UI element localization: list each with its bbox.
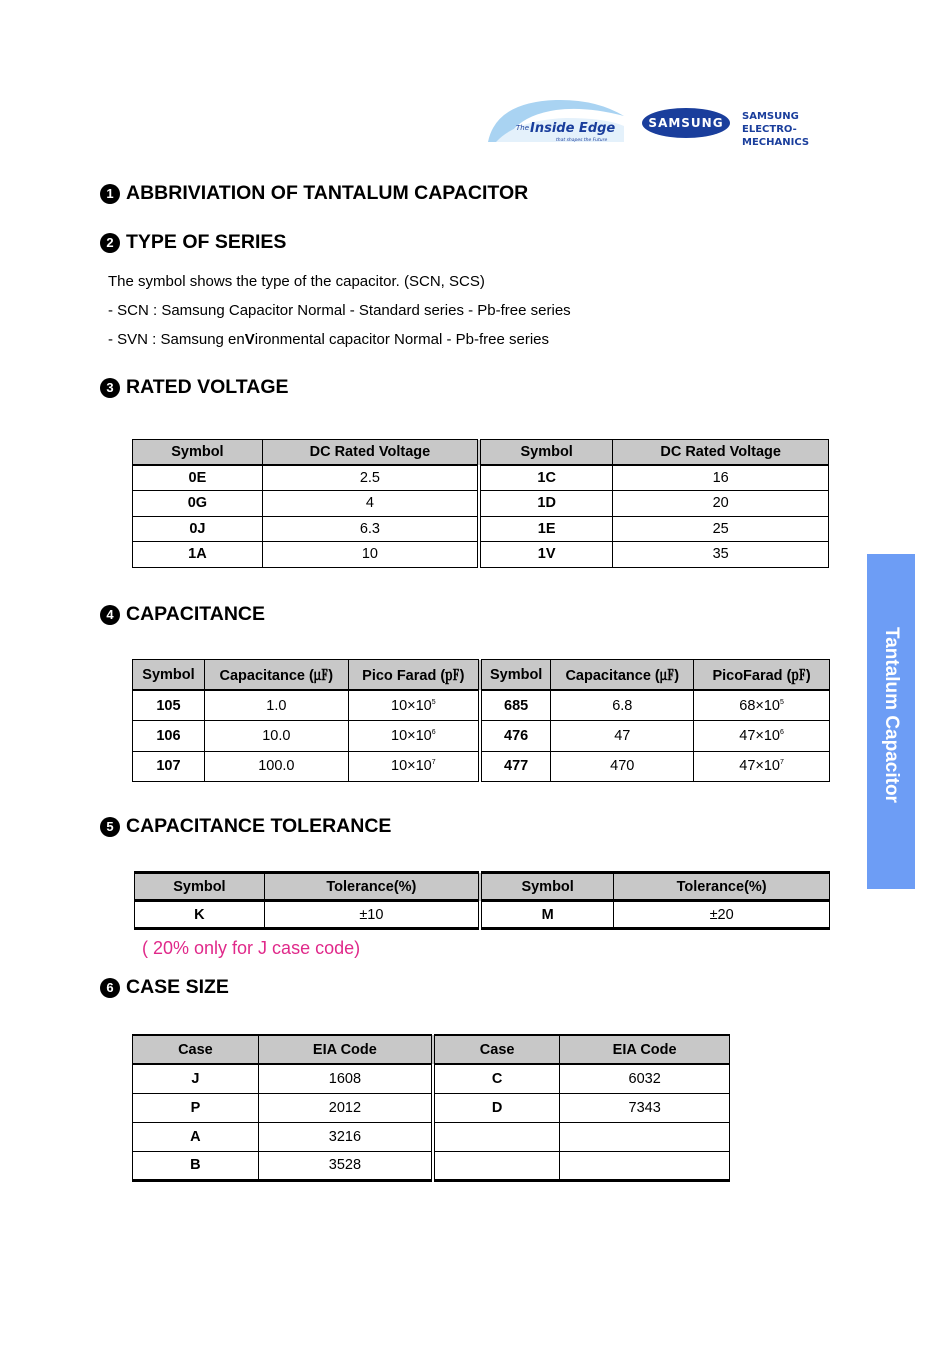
table-cell: 2012 (258, 1093, 433, 1122)
series-description (108, 267, 571, 354)
section-title: CAPACITANCE TOLERANCE (126, 815, 392, 837)
table-cell: 0G (133, 491, 263, 517)
table-header-row (133, 1035, 730, 1064)
column-header: Symbol (133, 660, 205, 691)
column-header: Capacitance (㎌) (204, 660, 348, 691)
case-size-table (132, 1034, 730, 1182)
table-row (133, 465, 829, 491)
section-heading-tolerance (100, 815, 391, 838)
series-line: The symbol shows the type of the capacitor. (SCN, SCS) (108, 273, 485, 290)
table-header-row (133, 440, 829, 466)
table-cell: B (133, 1151, 259, 1180)
table-row (133, 1122, 730, 1151)
column-header: Capacitance (㎌) (551, 660, 694, 691)
column-header: EIA Code (258, 1035, 433, 1064)
table-cell: $47\times 10^7$ (694, 751, 830, 782)
table-cell: 1A (133, 542, 263, 568)
section-number: 4 (100, 605, 120, 625)
table-cell: 3216 (258, 1122, 433, 1151)
svg-text:that shapes the Future: that shapes the Future (556, 138, 608, 142)
table-cell: 1C (479, 465, 613, 491)
section-number: 1 (100, 184, 120, 204)
capacitance-table (132, 659, 830, 782)
table-cell: $10\times 10^7$ (348, 751, 480, 782)
voltage-table (132, 439, 829, 568)
table-row (133, 1151, 730, 1180)
table-cell: 6.3 (262, 516, 479, 542)
column-header: PicoFarad (㎊) (694, 660, 830, 691)
table-header-row (133, 660, 830, 691)
table-cell: 20 (613, 491, 829, 517)
table-cell: 4 (262, 491, 479, 517)
section-number: 5 (100, 817, 120, 837)
table-cell: A (133, 1122, 259, 1151)
header-logos (486, 94, 856, 146)
table-cell (560, 1122, 730, 1151)
table-cell: ±10 (264, 901, 480, 929)
column-header: Tolerance(%) (264, 873, 480, 901)
table-cell: 1V (479, 542, 613, 568)
series-line: - SCN : Samsung Capacitor Normal - Standard series - Pb-free series (108, 302, 571, 319)
table-cell: 470 (551, 751, 694, 782)
table-cell: 10 (262, 542, 479, 568)
tolerance-note: ( 20% only for J case code) (142, 938, 361, 958)
table-cell: D (433, 1093, 560, 1122)
table-cell: 685 (480, 690, 551, 721)
table-cell: 0E (133, 465, 263, 491)
table-row (133, 542, 829, 568)
table-row (133, 751, 830, 782)
table-cell: 1.0 (204, 690, 348, 721)
table-cell: 1608 (258, 1064, 433, 1093)
column-header: Symbol (479, 440, 613, 466)
table-cell: C (433, 1064, 560, 1093)
table-cell: M (480, 901, 614, 929)
section-number: 6 (100, 978, 120, 998)
section-number: 2 (100, 233, 120, 253)
section-heading-series (100, 231, 286, 254)
table-cell: $47\times 10^6$ (694, 721, 830, 752)
table-cell: 35 (613, 542, 829, 568)
table-cell: P (133, 1093, 259, 1122)
section-number: 3 (100, 378, 120, 398)
column-header: EIA Code (560, 1035, 730, 1064)
table-cell: 3528 (258, 1151, 433, 1180)
table-cell: 106 (133, 721, 205, 752)
table-cell: 100.0 (204, 751, 348, 782)
table-header-row (135, 873, 830, 901)
table-cell: 477 (480, 751, 551, 782)
table-row (133, 690, 830, 721)
table-cell: J (133, 1064, 259, 1093)
column-header: DC Rated Voltage (613, 440, 829, 466)
table-cell: 105 (133, 690, 205, 721)
table-cell: K (135, 901, 265, 929)
column-header: Symbol (133, 440, 263, 466)
column-header: Symbol (135, 873, 265, 901)
column-header: Symbol (480, 660, 551, 691)
table-cell: 2.5 (262, 465, 479, 491)
table-row (133, 1064, 730, 1093)
table-cell: $68\times 10^5$ (694, 690, 830, 721)
table-cell: 476 (480, 721, 551, 752)
column-header: Pico Farad (㎊) (348, 660, 480, 691)
svg-text:The: The (516, 124, 530, 132)
table-row (135, 901, 830, 929)
series-line: - SVN : Samsung enVironmental capacitor Normal - Pb-free series (108, 331, 550, 348)
table-cell: 10.0 (204, 721, 348, 752)
table-cell: 107 (133, 751, 205, 782)
table-row (133, 516, 829, 542)
table-cell: 6.8 (551, 690, 694, 721)
samsung-logo: SAMSUNG (642, 108, 730, 138)
column-header: Symbol (480, 873, 614, 901)
tolerance-table (134, 871, 830, 930)
table-cell: 1D (479, 491, 613, 517)
table-cell: $10\times 10^6$ (348, 721, 480, 752)
table-cell (560, 1151, 730, 1180)
table-cell (433, 1151, 560, 1180)
svg-text:Inside Edge: Inside Edge (530, 121, 616, 136)
section-title: TYPE OF SERIES (126, 231, 287, 253)
table-row (133, 1093, 730, 1122)
table-cell: 47 (551, 721, 694, 752)
table-cell: $10\times 10^5$ (348, 690, 480, 721)
table-cell: 0J (133, 516, 263, 542)
table-cell (433, 1122, 560, 1151)
table-cell: ±20 (614, 901, 830, 929)
section-title: RATED VOLTAGE (126, 376, 289, 398)
section-heading-voltage (100, 376, 289, 399)
section-heading-abbreviation (100, 182, 528, 205)
section-title: CAPACITANCE (126, 603, 266, 625)
section-title: ABBRIVIATION OF TANTALUM CAPACITOR (126, 182, 529, 204)
column-header: Case (433, 1035, 560, 1064)
inside-edge-logo (486, 96, 626, 142)
company-name: SAMSUNG ELECTRO-MECHANICS (742, 111, 810, 148)
column-header: DC Rated Voltage (262, 440, 479, 466)
table-cell: 6032 (560, 1064, 730, 1093)
table-cell: 16 (613, 465, 829, 491)
table-row (133, 721, 830, 752)
table-row (133, 491, 829, 517)
column-header: Case (133, 1035, 259, 1064)
table-cell: 7343 (560, 1093, 730, 1122)
side-tab-label: Tantalum Capacitor (881, 627, 902, 803)
table-cell: 25 (613, 516, 829, 542)
column-header: Tolerance(%) (614, 873, 830, 901)
section-heading-case-size (100, 976, 229, 999)
table-cell: 1E (479, 516, 613, 542)
section-title: CASE SIZE (126, 976, 229, 998)
side-tab (867, 554, 915, 889)
section-heading-capacitance (100, 603, 265, 626)
